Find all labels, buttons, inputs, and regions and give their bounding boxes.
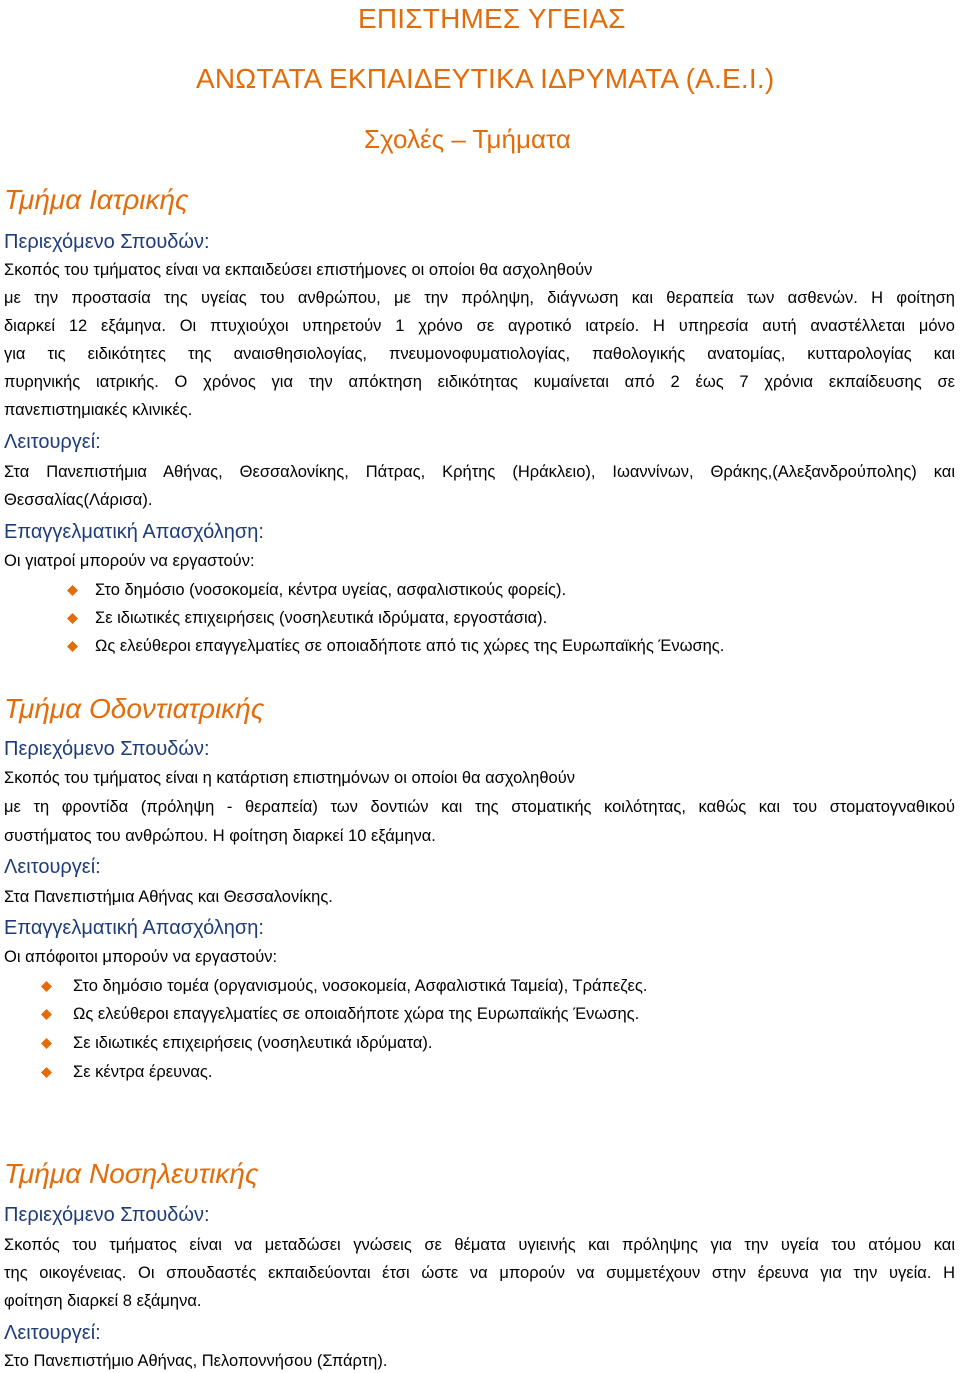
- content-label: Περιεχόμενο Σπουδών:: [4, 1204, 210, 1226]
- content-line: φοίτηση διαρκεί 8 εξάμηνα.: [4, 1292, 202, 1310]
- institution-title: ΑΝΩΤΑΤΑ ΕΚΠΑΙΔΕΥΤΙΚΑ ΙΔΡΥΜΑΤΑ (Α.Ε.Ι.): [196, 63, 775, 94]
- list-item: [67, 609, 547, 628]
- employment-intro: Οι γιατροί μπορούν να εργαστούν:: [4, 552, 255, 570]
- list-item-text: Ως ελεύθεροι επαγγελματίες σε οποιαδήποτε χώρα της Ευρωπαϊκής Ένωσης.: [73, 1005, 640, 1023]
- content-line: για τις ειδικότητες της αναισθησιολογίας, πνευμονοφυματιολογίας, παθολογικής ανατομίας, κυτταρολογίας και: [4, 345, 955, 363]
- list-item-text: Ως ελεύθεροι επαγγελματίες σε οποιαδήποτε από τις χώρες της Ευρωπαϊκής Ένωσης.: [95, 637, 725, 655]
- diamond-bullet-icon: [67, 613, 78, 624]
- list-item-text: Στο δημόσιο τομέα (οργανισμούς, νοσοκομεία, Ασφαλιστικά Ταμεία), Τράπεζες.: [73, 977, 648, 995]
- diamond-bullet-icon: [41, 1067, 52, 1078]
- section-title-nursing: Τμήμα Νοσηλευτικής: [4, 1158, 259, 1189]
- content-line: Σκοπός του τμήματος είναι να εκπαιδεύσει επιστήμονες οι οποίοι θα ασχοληθούν: [4, 261, 593, 279]
- content-label: Περιεχόμενο Σπουδών:: [4, 231, 210, 253]
- diamond-bullet-icon: [41, 1038, 52, 1049]
- content-label: Περιεχόμενο Σπουδών:: [4, 738, 210, 760]
- list-item-text: Σε ιδιωτικές επιχειρήσεις (νοσηλευτικά ιδρύματα).: [73, 1034, 433, 1052]
- diamond-bullet-icon: [67, 585, 78, 596]
- operates-line: Στα Πανεπιστήμια Αθήνας, Θεσσαλονίκης, Πάτρας, Κρήτης (Ηράκλειο), Ιωαννίνων, Θράκης,(Αλεξανδρούπολης) και: [4, 463, 955, 481]
- list-item: [67, 581, 566, 600]
- operates-line: Στο Πανεπιστήμιο Αθήνας, Πελοποννήσου (Σπάρτη).: [4, 1352, 388, 1370]
- employment-label: Επαγγελματική Απασχόληση:: [4, 917, 264, 939]
- content-line: με τη φροντίδα (πρόληψη - θεραπεία) των δοντιών και της στοματικής κοιλότητας, καθώς και του στοματογναθικού: [4, 798, 955, 816]
- content-line: Σκοπός του τμήματος είναι να μεταδώσει γνώσεις σε θέματα υγιεινής και πρόληψης για την υγεία του ατόμου και: [4, 1236, 955, 1254]
- list-item: [41, 977, 647, 996]
- section-title-dentistry: Τμήμα Οδοντιατρικής: [4, 693, 265, 724]
- operates-label: Λειτουργεί:: [4, 431, 101, 453]
- list-item: [41, 1005, 639, 1024]
- content-line: πυρηνικής ιατρικής. Ο χρόνος για την απόκτηση ειδικότητας κυμαίνεται από 2 έως 7 χρόνια εκπαίδευσης σε: [4, 373, 955, 391]
- diamond-bullet-icon: [41, 1009, 52, 1020]
- content-line: με την προστασία της υγείας του ανθρώπου, με την πρόληψη, διάγνωση και θεραπεία των ασθενών. Η φοίτηση: [4, 289, 955, 307]
- operates-line: Στα Πανεπιστήμια Αθήνας και Θεσσαλονίκης.: [4, 888, 333, 906]
- employment-intro: Οι απόφοιτοι μπορούν να εργαστούν:: [4, 948, 278, 966]
- page-title: ΕΠΙΣΤΗΜΕΣ ΥΓΕΙΑΣ: [358, 3, 626, 34]
- content-line: της οικογένειας. Οι σπουδαστές εκπαιδεύονται έτσι ώστε να μπορούν να συμμετέχουν στην έρευνα για την υγεία. Η: [4, 1264, 955, 1282]
- content-line: Σκοπός του τμήματος είναι η κατάρτιση επιστημόνων οι οποίοι θα ασχοληθούν: [4, 769, 575, 787]
- diamond-bullet-icon: [41, 981, 52, 992]
- section-title-medicine: Τμήμα Ιατρικής: [4, 184, 189, 215]
- content-line: διαρκεί 12 εξάμηνα. Οι πτυχιούχοι υπηρετούν 1 χρόνο σε αγροτικό ιατρείο. Η υπηρεσία αυτή αναστέλλεται μόνο: [4, 317, 955, 335]
- diamond-bullet-icon: [67, 641, 78, 652]
- content-line: συστήματος του ανθρώπου. Η φοίτηση διαρκεί 10 εξάμηνα.: [4, 827, 436, 845]
- operates-label: Λειτουργεί:: [4, 856, 101, 878]
- employment-label: Επαγγελματική Απασχόληση:: [4, 521, 264, 543]
- list-item: [41, 1034, 433, 1053]
- list-item-text: Σε κέντρα έρευνας.: [73, 1063, 213, 1081]
- list-item: [41, 1063, 212, 1082]
- list-item: [67, 637, 724, 656]
- list-item-text: Στο δημόσιο (νοσοκομεία, κέντρα υγείας, ασφαλιστικούς φορείς).: [95, 581, 567, 599]
- schools-subtitle: Σχολές – Τμήματα: [364, 124, 571, 154]
- content-line: πανεπιστημιακές κλινικές.: [4, 401, 193, 419]
- operates-label: Λειτουργεί:: [4, 1322, 101, 1344]
- operates-line: Θεσσαλίας(Λάρισα).: [4, 491, 153, 509]
- list-item-text: Σε ιδιωτικές επιχειρήσεις (νοσηλευτικά ιδρύματα, εργοστάσια).: [95, 609, 548, 627]
